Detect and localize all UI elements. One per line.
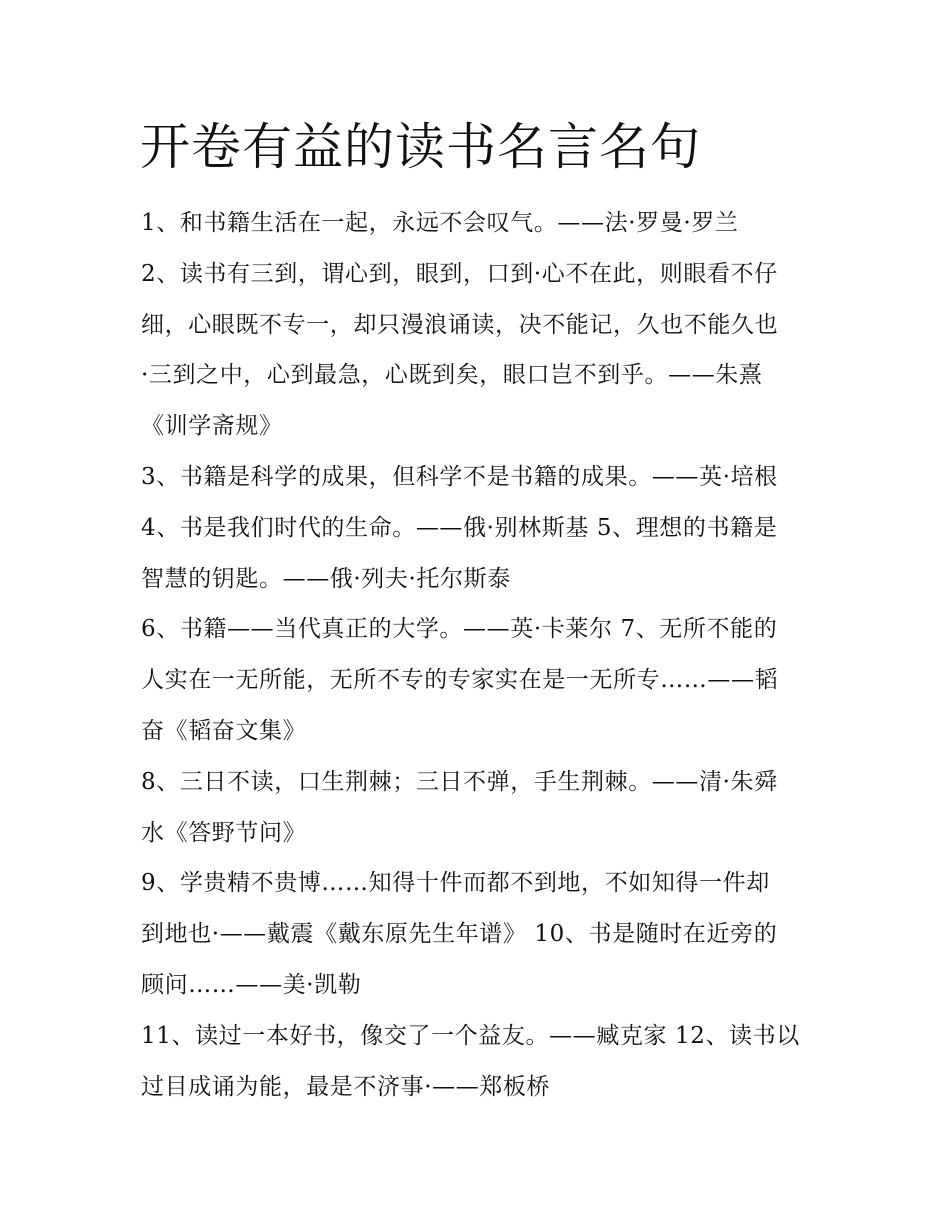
text-line: 水《答野节问》 — [141, 819, 307, 846]
text-line: 1、和书籍生活在一起，永远不会叹气。——法·罗曼·罗兰 — [141, 210, 739, 236]
text-line: 智慧的钥匙。——俄·列夫·托尔斯泰 — [141, 565, 511, 592]
text-line: 4、书是我们时代的生命。——俄·别林斯基 5、理想的书籍是 — [141, 514, 778, 541]
page-title: 开卷有益的读书名言名句 — [140, 118, 701, 176]
text-line: 8、三日不读，口生荆棘；三日不弹，手生荆棘。——清·朱舜 — [141, 768, 778, 795]
text-line: 2、读书有三到，谓心到，眼到，口到·心不在此，则眼看不仔 — [141, 260, 778, 287]
text-line: 9、学贵精不贵博……知得十件而都不到地，不如知得一件却 — [141, 870, 770, 897]
quote-body — [141, 198, 821, 1112]
text-line: 细，心眼既不专一，却只漫浪诵读，决不能记，久也不能久也 — [141, 311, 779, 338]
text-line: 到地也·——戴震《戴东原先生年谱》 10、书是随时在近旁的 — [141, 921, 778, 948]
text-line: 3、书籍是科学的成果，但科学不是书籍的成果。——英·培根 — [141, 463, 778, 490]
text-line: 人实在一无所能，无所不专的专家实在是一无所专……——韬 — [141, 667, 779, 694]
text-line: 奋《韬奋文集》 — [141, 717, 307, 744]
text-line: 过目成诵为能，最是不济事·——郑板桥 — [141, 1073, 551, 1100]
text-line: 6、书籍——当代真正的大学。——英·卡莱尔 7、无所不能的 — [141, 616, 778, 643]
text-line: ·三到之中，心到最急，心既到矣，眼口岂不到乎。——朱熹 — [141, 362, 763, 389]
text-line: 《训学斋规》 — [141, 413, 283, 440]
text-line: 顾问……——美·凯勒 — [141, 971, 362, 998]
text-line: 11、读过一本好书，像交了一个益友。——臧克家 12、读书以 — [141, 1022, 800, 1049]
